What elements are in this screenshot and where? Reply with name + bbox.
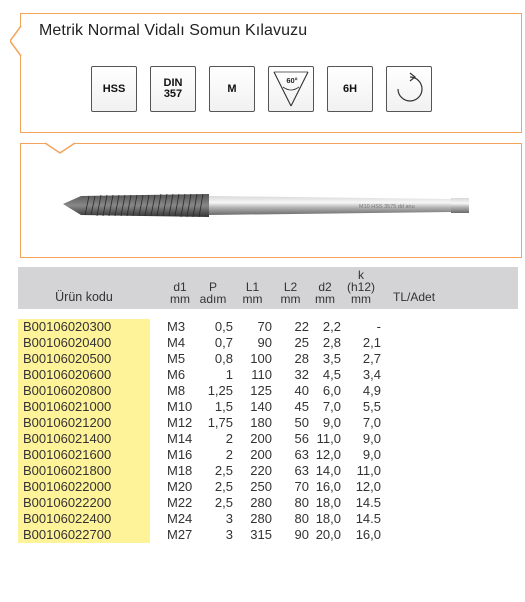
- cell-k: 4,9: [362, 383, 381, 398]
- cell-d1: M22: [167, 495, 193, 510]
- cell-l2: 22: [294, 319, 309, 334]
- table-row: [18, 479, 518, 495]
- cell-l2: 28: [294, 351, 309, 366]
- cell-d2: 9,0: [322, 415, 341, 430]
- cell-spacer: [150, 447, 167, 463]
- product-title: Metrik Normal Vidalı Somun Kılavuzu: [39, 22, 308, 39]
- header-p-label: P: [208, 280, 217, 294]
- cell-l1: 140: [250, 399, 272, 414]
- image-notch: [45, 142, 75, 154]
- cell-l1: 250: [250, 479, 272, 494]
- cell-spacer: [150, 431, 167, 447]
- cell-p: 3: [225, 511, 233, 526]
- cell-k: 12,0: [355, 479, 381, 494]
- cell-price: [381, 335, 518, 351]
- cell-k: 11,0: [356, 463, 381, 478]
- cell-d1: M14: [167, 431, 193, 446]
- cell-k: 2,7: [362, 351, 381, 366]
- cell-d2: 6,0: [322, 383, 341, 398]
- header-k-unit: mm: [351, 292, 371, 306]
- cell-k: 14.5: [355, 495, 381, 510]
- cell-spacer: [150, 319, 167, 335]
- table-row: [18, 399, 518, 415]
- cell-l2: 45: [294, 399, 309, 414]
- cell-d2: 11,0: [316, 431, 341, 446]
- table-row: [18, 495, 518, 511]
- cell-code: B00106022200: [18, 495, 150, 511]
- header-d2: [309, 267, 341, 309]
- din-label-line1: DIN: [163, 77, 183, 89]
- thread-angle-60-icon: [268, 66, 314, 112]
- cell-spacer: [150, 367, 167, 383]
- cell-l1: 110: [251, 367, 272, 382]
- table-row: [18, 463, 518, 479]
- cell-p: 0,8: [214, 351, 233, 366]
- cell-price: [381, 367, 518, 383]
- cell-code: B00106021600: [18, 447, 150, 463]
- header-l2-unit: mm: [280, 292, 301, 306]
- cell-k: 5,5: [362, 399, 381, 414]
- tap-engraving: M10 HSS 3575 dd anu: [359, 204, 415, 210]
- header-l1: [233, 267, 272, 309]
- table-row: [18, 351, 518, 367]
- tolerance-6h-icon: [327, 66, 373, 112]
- cell-d2: 14,0: [315, 463, 341, 478]
- din-label-line2: 357: [163, 88, 183, 100]
- cell-d2: 18,0: [315, 495, 341, 510]
- cell-p: 2: [225, 447, 233, 462]
- cell-l1: 315: [250, 527, 272, 542]
- cell-p: 2,5: [214, 495, 233, 510]
- cell-spacer: [150, 383, 167, 399]
- title-notch: [10, 26, 22, 56]
- cell-l2: 70: [294, 479, 309, 494]
- cell-code: B00106021200: [18, 415, 150, 431]
- cell-p: 1,5: [214, 399, 233, 414]
- cell-price: [381, 495, 518, 511]
- header-separator: [18, 309, 518, 319]
- cell-price: [381, 383, 518, 399]
- cell-spacer: [150, 527, 167, 543]
- table-body: [18, 319, 518, 543]
- table-header: [18, 267, 518, 309]
- cell-d2: 2,2: [322, 319, 341, 334]
- hss-icon: [91, 66, 137, 112]
- header-price: [381, 267, 518, 309]
- cell-d1: M10: [167, 399, 193, 414]
- cell-l2: 80: [294, 495, 309, 510]
- cell-code: B00106021800: [18, 463, 150, 479]
- cell-p: 2: [225, 431, 233, 446]
- cell-spacer: [150, 399, 167, 415]
- cell-code: B00106020800: [18, 383, 150, 399]
- header-l2-label: L2: [283, 280, 298, 294]
- cell-price: [381, 511, 518, 527]
- table-row: [18, 415, 518, 431]
- cell-p: 2,5: [214, 479, 233, 494]
- cell-d1: M16: [167, 447, 193, 462]
- thread-angle-60-svg: [271, 69, 311, 109]
- metric-thread-icon: [209, 66, 255, 112]
- header-code-label: Ürün kodu: [55, 290, 113, 304]
- title-panel: [20, 13, 522, 133]
- din-357-icon: [150, 66, 196, 112]
- header-l2: [272, 267, 309, 309]
- header-d1-label: d1: [173, 280, 187, 294]
- cell-l2: 50: [294, 415, 309, 430]
- cell-p: 3: [225, 527, 233, 542]
- cell-p: 1,75: [207, 415, 233, 430]
- table-row: [18, 319, 518, 335]
- cell-p: 2,5: [214, 463, 233, 478]
- header-l1-label: L1: [245, 280, 260, 294]
- header-k: [341, 267, 381, 309]
- cell-price: [381, 527, 518, 543]
- cell-price: [381, 463, 518, 479]
- cell-code: B00106022000: [18, 479, 150, 495]
- cell-d1: M3: [167, 319, 186, 334]
- cell-spacer: [150, 335, 167, 351]
- cell-l2: 32: [294, 367, 309, 382]
- cell-d1: M5: [167, 351, 186, 366]
- cell-code: B00106020500: [18, 351, 150, 367]
- din-label: [164, 78, 183, 100]
- cell-k: 14.5: [355, 511, 381, 526]
- cell-price: [381, 447, 518, 463]
- cell-l1: 100: [250, 351, 272, 366]
- cell-spacer: [150, 495, 167, 511]
- cell-code: B00106020400: [18, 335, 150, 351]
- cell-d2: 12,0: [315, 447, 341, 462]
- table-row: [18, 383, 518, 399]
- hss-label: HSS: [102, 82, 126, 95]
- header-code: [18, 267, 150, 309]
- cell-code: B00106022700: [18, 527, 150, 543]
- cell-d1: M4: [167, 335, 186, 350]
- cell-k: 3,4: [362, 367, 381, 382]
- cell-spacer: [150, 415, 167, 431]
- cell-k: 9,0: [362, 431, 381, 446]
- cell-l2: 56: [294, 431, 309, 446]
- cell-l2: 90: [294, 527, 309, 542]
- cell-price: [381, 415, 518, 431]
- cell-l1: 220: [250, 463, 272, 478]
- cell-code: B00106020300: [18, 319, 150, 335]
- cell-d2: 20,0: [315, 527, 341, 542]
- cell-d1: M24: [167, 511, 193, 526]
- cell-l2: 25: [294, 335, 309, 350]
- cell-price: [381, 431, 518, 447]
- cell-spacer: [150, 351, 167, 367]
- cell-d2: 4,5: [322, 367, 341, 382]
- header-k-tolerance: (h12): [346, 280, 375, 294]
- cell-price: [381, 351, 518, 367]
- cell-k: 7,0: [362, 415, 381, 430]
- header-p: [193, 267, 233, 309]
- header-d1-unit: mm: [170, 292, 190, 306]
- cell-d2: 7,0: [322, 399, 341, 414]
- cell-l2: 40: [294, 383, 309, 398]
- cell-l1: 90: [257, 335, 272, 350]
- cell-spacer: [150, 511, 167, 527]
- right-hand-rotation-icon: [386, 66, 432, 112]
- cell-p: 1,25: [207, 383, 233, 398]
- cell-p: 0,7: [214, 335, 233, 350]
- tolerance-label: 6H: [342, 82, 358, 95]
- cell-price: [381, 479, 518, 495]
- table-row: [18, 367, 518, 383]
- cell-d1: M12: [167, 415, 193, 430]
- table-row: [18, 431, 518, 447]
- table-row: [18, 335, 518, 351]
- cell-p: 1: [225, 367, 233, 382]
- rotation-arrow-svg: [389, 69, 429, 109]
- cell-d2: 16,0: [315, 479, 341, 494]
- header-spacer: [150, 267, 167, 309]
- product-image-panel: [20, 143, 522, 258]
- feature-icons: [91, 66, 432, 112]
- cell-d1: M20: [167, 479, 193, 494]
- angle-label: 60°: [286, 76, 298, 85]
- spec-table: [18, 267, 518, 543]
- cell-k: 16,0: [355, 527, 381, 542]
- cell-l1: 125: [250, 383, 272, 398]
- cell-l1: 280: [250, 511, 272, 526]
- cell-l2: 63: [294, 463, 309, 478]
- cell-code: B00106020600: [18, 367, 150, 383]
- cell-l1: 70: [257, 319, 272, 334]
- header-p-unit: adım: [199, 292, 227, 306]
- cell-k: 2,1: [362, 335, 381, 350]
- metric-label: M: [227, 82, 237, 95]
- cell-k: 9,0: [362, 447, 381, 462]
- header-price-label: TL/Adet: [393, 290, 436, 304]
- cell-d1: M6: [167, 367, 186, 382]
- cell-spacer: [150, 479, 167, 495]
- cell-d1: M18: [167, 463, 193, 478]
- cell-code: B00106021000: [18, 399, 150, 415]
- table-row: [18, 527, 518, 543]
- header-d2-unit: mm: [315, 292, 335, 306]
- header-l1-unit: mm: [242, 292, 263, 306]
- cell-l1: 180: [250, 415, 272, 430]
- cell-p: 0,5: [214, 319, 233, 334]
- table-row: [18, 511, 518, 527]
- cell-d2: 2,8: [322, 335, 341, 350]
- cell-price: [381, 399, 518, 415]
- cell-spacer: [150, 463, 167, 479]
- tap-image: [59, 174, 499, 234]
- cell-k: -: [376, 319, 381, 334]
- cell-code: B00106022400: [18, 511, 150, 527]
- cell-d2: 3,5: [322, 351, 341, 366]
- cell-d1: M27: [167, 527, 193, 542]
- cell-l2: 80: [294, 511, 309, 526]
- header-d1: [167, 267, 193, 309]
- cell-l1: 280: [250, 495, 272, 510]
- cell-l1: 200: [250, 431, 272, 446]
- header-d2-label: d2: [318, 280, 332, 294]
- cell-price: [381, 319, 518, 335]
- cell-l1: 200: [250, 447, 272, 462]
- cell-d1: M8: [167, 383, 186, 398]
- cell-d2: 18,0: [315, 511, 341, 526]
- cell-code: B00106021400: [18, 431, 150, 447]
- table-row: [18, 447, 518, 463]
- cell-l2: 63: [294, 447, 309, 462]
- header-k-label: k: [358, 268, 364, 282]
